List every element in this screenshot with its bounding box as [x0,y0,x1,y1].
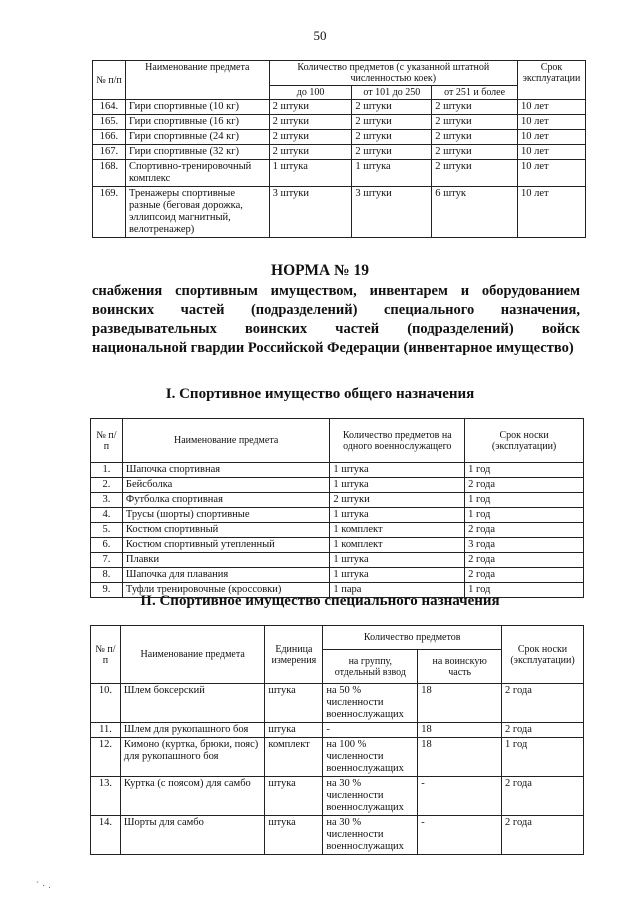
cell-name: Кимоно (куртка, брюки, пояс) для рукопашного боя [120,738,264,777]
cell-unit: штука [265,684,323,723]
cell-term: 10 лет [517,100,585,115]
cell-q1: на 100 % численности военнослужащих [323,738,418,777]
header-name: Наименование предмета [120,626,264,684]
cell-q1: 2 штуки [269,145,352,160]
cell-q1: 1 штука [269,160,352,187]
cell-q1: 2 штуки [269,130,352,145]
cell-qty: 1 комплект [330,538,465,553]
general-sports-property-table [90,418,584,598]
cell-term: 1 год [465,508,584,523]
cell-num: 168. [93,160,126,187]
header-qty-group: Количество предметов (с указанной штатной численностью коек) [269,61,517,86]
cell-term: 2 года [502,777,584,816]
cell-q2: 2 штуки [352,115,432,130]
cell-num: 9. [91,583,123,598]
cell-qty: 1 штука [330,568,465,583]
table-row [91,777,584,816]
table-row [93,100,586,115]
cell-term: 10 лет [517,187,585,238]
cell-term: 10 лет [517,160,585,187]
cell-name: Трусы (шорты) спортивные [122,508,329,523]
cell-unit: штука [265,723,323,738]
special-sports-property-table [90,625,584,855]
cell-name: Костюм спортивный [122,523,329,538]
table-row [91,463,584,478]
cell-q1: - [323,723,418,738]
cell-q3: 2 штуки [432,160,518,187]
cell-name: Тренажеры спортивные разные (беговая дорожка, эллипсоид магнитный, велотренажер) [125,187,269,238]
cell-name: Шлем боксерский [120,684,264,723]
cell-qty: 1 пара [330,583,465,598]
cell-name: Гири спортивные (24 кг) [125,130,269,145]
cell-q2: 18 [418,738,502,777]
norma-title: НОРМА № 19 [271,262,369,279]
equipment-table-continued [92,60,586,238]
cell-unit: комплект [265,738,323,777]
cell-qty: 1 штука [330,553,465,568]
cell-q2: 18 [418,723,502,738]
cell-term: 2 года [465,478,584,493]
cell-term: 2 года [465,523,584,538]
cell-name: Бейсболка [122,478,329,493]
header-q2: на воинскую часть [418,650,502,684]
cell-name: Костюм спортивный утепленный [122,538,329,553]
table-row [91,553,584,568]
cell-q1: 2 штуки [269,115,352,130]
header-q3: от 251 и более [432,86,518,100]
cell-q2: 3 штуки [352,187,432,238]
cell-name: Гири спортивные (32 кг) [125,145,269,160]
cell-q1: на 30 % численности военнослужащих [323,777,418,816]
cell-q3: 2 штуки [432,130,518,145]
cell-num: 4. [91,508,123,523]
cell-term: 1 год [465,463,584,478]
cell-num: 7. [91,553,123,568]
cell-q3: 2 штуки [432,115,518,130]
cell-qty: 1 комплект [330,523,465,538]
table-row [91,684,584,723]
cell-num: 169. [93,187,126,238]
page-number: 50 [313,28,327,43]
cell-num: 12. [91,738,121,777]
cell-term: 10 лет [517,130,585,145]
cell-q2: 2 штуки [352,145,432,160]
table-row [93,187,586,238]
cell-name: Куртка (с поясом) для самбо [120,777,264,816]
cell-q2: - [418,777,502,816]
cell-term: 1 год [502,738,584,777]
header-q1: на группу, отдельный взвод [323,650,418,684]
cell-term: 2 года [502,723,584,738]
header-name: Наименование предмета [125,61,269,100]
cell-qty: 1 штука [330,463,465,478]
cell-num: 14. [91,816,121,855]
cell-term: 1 год [465,493,584,508]
cell-name: Шапочка для плавания [122,568,329,583]
cell-unit: штука [265,777,323,816]
cell-name: Плавки [122,553,329,568]
header-name: Наименование предмета [122,419,329,463]
cell-name: Шлем для рукопашного боя [120,723,264,738]
table-row [91,816,584,855]
cell-num: 164. [93,100,126,115]
cell-name: Туфли тренировочные (кроссовки) [122,583,329,598]
table-row [91,523,584,538]
cell-qty: 1 штука [330,508,465,523]
cell-num: 166. [93,130,126,145]
header-num: № п/п [91,419,123,463]
header-term: Срок носки (эксплуатации) [465,419,584,463]
table-row [91,493,584,508]
cell-name: Гири спортивные (10 кг) [125,100,269,115]
cell-q2: 1 штука [352,160,432,187]
cell-num: 8. [91,568,123,583]
cell-term: 2 года [502,684,584,723]
cell-num: 2. [91,478,123,493]
cell-num: 167. [93,145,126,160]
section-2-title: II. Спортивное имущество специального назначения [140,593,500,609]
cell-q2: 18 [418,684,502,723]
table-row [91,738,584,777]
cell-num: 11. [91,723,121,738]
cell-q2: 2 штуки [352,100,432,115]
cell-name: Гири спортивные (16 кг) [125,115,269,130]
table-row [93,115,586,130]
cell-num: 3. [91,493,123,508]
cell-term: 2 года [502,816,584,855]
norma-description: снабжения спортивным имуществом, инвентарем и оборудованием воинских частей (подразделений) специального назначения, разведывательных воинских частей (подразделений) войск национальной гвардии Российской Федерации (инвентарное имущество) [92,283,580,356]
table-row [91,538,584,553]
table-row [93,130,586,145]
section-1-title: I. Спортивное имущество общего назначения [165,386,475,402]
cell-q3: 2 штуки [432,145,518,160]
scan-artifact: ` ٠ . [36,880,51,890]
table-row [91,508,584,523]
cell-term: 10 лет [517,115,585,130]
cell-num: 13. [91,777,121,816]
cell-q3: 6 штук [432,187,518,238]
cell-q2: 2 штуки [352,130,432,145]
cell-qty: 1 штука [330,478,465,493]
cell-name: Шорты для самбо [120,816,264,855]
cell-q1: на 50 % численности военнослужащих [323,684,418,723]
header-qty-group: Количество предметов [323,626,502,650]
table-row [93,160,586,187]
cell-num: 165. [93,115,126,130]
cell-q2: - [418,816,502,855]
cell-qty: 2 штуки [330,493,465,508]
header-unit: Единица измерения [265,626,323,684]
cell-q1: на 30 % численности военнослужащих [323,816,418,855]
header-term: Срок эксплуатации [517,61,585,100]
cell-num: 10. [91,684,121,723]
table-row [91,723,584,738]
cell-term: 2 года [465,568,584,583]
cell-num: 1. [91,463,123,478]
header-num: № п/п [93,61,126,100]
cell-term: 1 год [465,583,584,598]
header-q2: от 101 до 250 [352,86,432,100]
table-row [91,478,584,493]
cell-term: 3 года [465,538,584,553]
cell-q1: 3 штуки [269,187,352,238]
header-num: № п/п [91,626,121,684]
table-row [93,145,586,160]
cell-q1: 2 штуки [269,100,352,115]
header-qty: Количество предметов на одного военнослужащего [330,419,465,463]
header-q1: до 100 [269,86,352,100]
header-term: Срок носки (эксплуатации) [502,626,584,684]
cell-unit: штука [265,816,323,855]
cell-name: Футболка спортивная [122,493,329,508]
cell-num: 5. [91,523,123,538]
cell-num: 6. [91,538,123,553]
table-row [91,568,584,583]
cell-name: Шапочка спортивная [122,463,329,478]
cell-name: Спортивно-тренировочный комплекс [125,160,269,187]
cell-term: 10 лет [517,145,585,160]
cell-q3: 2 штуки [432,100,518,115]
cell-term: 2 года [465,553,584,568]
